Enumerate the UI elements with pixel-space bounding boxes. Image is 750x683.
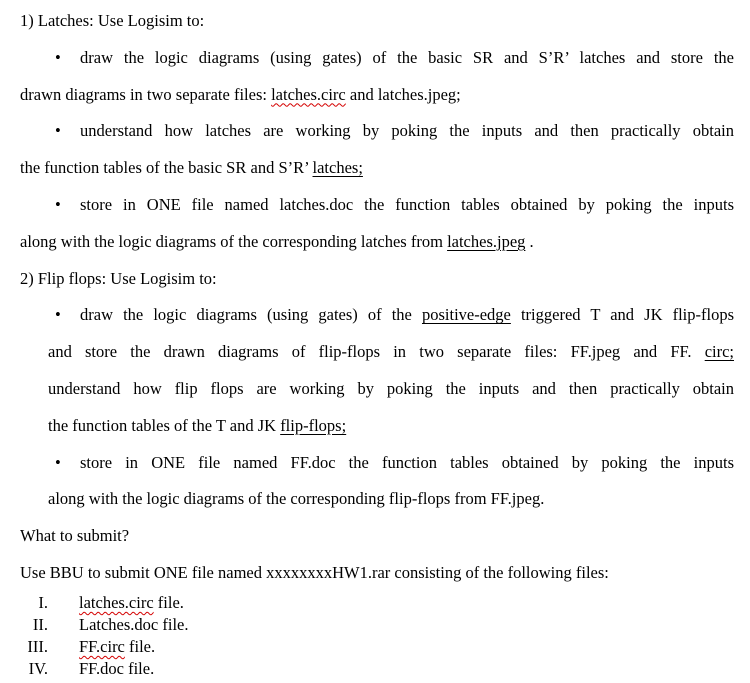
bullet-line xyxy=(0,297,750,334)
text-segment: along with the logic diagrams of the corresponding flip-flops from FF.jpeg. xyxy=(48,489,545,509)
text-segment: along with the logic diagrams of the corresponding latches from xyxy=(20,231,448,251)
text-segment: file. xyxy=(153,592,184,612)
text-segment: store in ONE file named FF.doc the function tables obtained by poking the inputs xyxy=(80,452,734,472)
bullet-icon: • xyxy=(55,121,61,141)
text-line xyxy=(0,77,750,114)
misspelled-text: latches.circ xyxy=(79,592,154,612)
bullet-line xyxy=(0,40,750,77)
text-segment: 2) Flip flops: Use Logisim to: xyxy=(20,268,217,288)
underlined-text: circ; xyxy=(704,342,734,362)
text-segment: drawn diagrams in two separate files: xyxy=(20,84,272,104)
bullet-icon: • xyxy=(55,194,61,214)
list-numeral: I. xyxy=(38,592,48,612)
text-segment: the function tables of the T and JK xyxy=(48,415,281,435)
list-numeral: II. xyxy=(32,614,48,634)
underlined-text: latches; xyxy=(312,158,363,178)
text-line xyxy=(0,150,750,187)
text-line xyxy=(0,334,750,371)
text-line xyxy=(0,408,750,445)
text-line xyxy=(0,518,750,555)
text-segment: store in ONE file named latches.doc the function tables obtained by poking the inputs xyxy=(80,194,734,214)
bullet-line xyxy=(0,187,750,224)
text-segment: the function tables of the basic SR and S’R’ xyxy=(20,158,313,178)
bullet-line xyxy=(0,113,750,150)
text-segment: FF.doc file. xyxy=(79,659,155,679)
text-line xyxy=(0,481,750,518)
bullet-icon: • xyxy=(55,452,61,472)
underlined-text: latches.jpeg xyxy=(447,231,526,251)
text-segment: . xyxy=(525,231,534,251)
text-line xyxy=(0,3,750,40)
text-line xyxy=(0,224,750,261)
text-segment: and store the drawn diagrams of flip-flops in two separate files: FF.jpeg and FF. xyxy=(48,342,705,362)
text-segment: file. xyxy=(124,637,156,657)
underlined-text: positive-edge xyxy=(421,305,511,325)
list-item xyxy=(0,636,750,658)
list-item xyxy=(0,658,750,680)
text-segment: and latches.jpeg; xyxy=(345,84,461,104)
list-numeral: III. xyxy=(27,637,48,657)
text-segment: Use BBU to submit ONE file named xxxxxxxxHW1.rar consisting of the following files: xyxy=(20,562,609,582)
bullet-line xyxy=(0,445,750,482)
text-segment: What to submit? xyxy=(20,526,130,546)
text-segment: understand how latches are working by poking the inputs and then practically obtain xyxy=(80,121,734,141)
text-line xyxy=(0,261,750,298)
text-line xyxy=(0,555,750,592)
bullet-icon: • xyxy=(55,305,61,325)
misspelled-text: latches.circ xyxy=(271,84,346,104)
text-segment: triggered T and JK flip-flops xyxy=(510,305,734,325)
text-segment: Latches.doc file. xyxy=(79,614,189,634)
text-line xyxy=(0,371,750,408)
misspelled-text: FF.circ xyxy=(79,637,125,657)
list-item xyxy=(0,614,750,636)
text-segment: draw the logic diagrams (using gates) of the xyxy=(80,305,422,325)
text-segment: understand how flip flops are working by poking the inputs and then practically obtain xyxy=(48,378,734,398)
list-item xyxy=(0,592,750,614)
text-segment: draw the logic diagrams (using gates) of the basic SR and S’R’ latches and store the xyxy=(80,47,734,67)
list-numeral: IV. xyxy=(28,659,48,679)
text-segment: 1) Latches: Use Logisim to: xyxy=(20,11,205,30)
bullet-icon: • xyxy=(55,47,61,67)
underlined-text: flip-flops; xyxy=(280,415,347,435)
